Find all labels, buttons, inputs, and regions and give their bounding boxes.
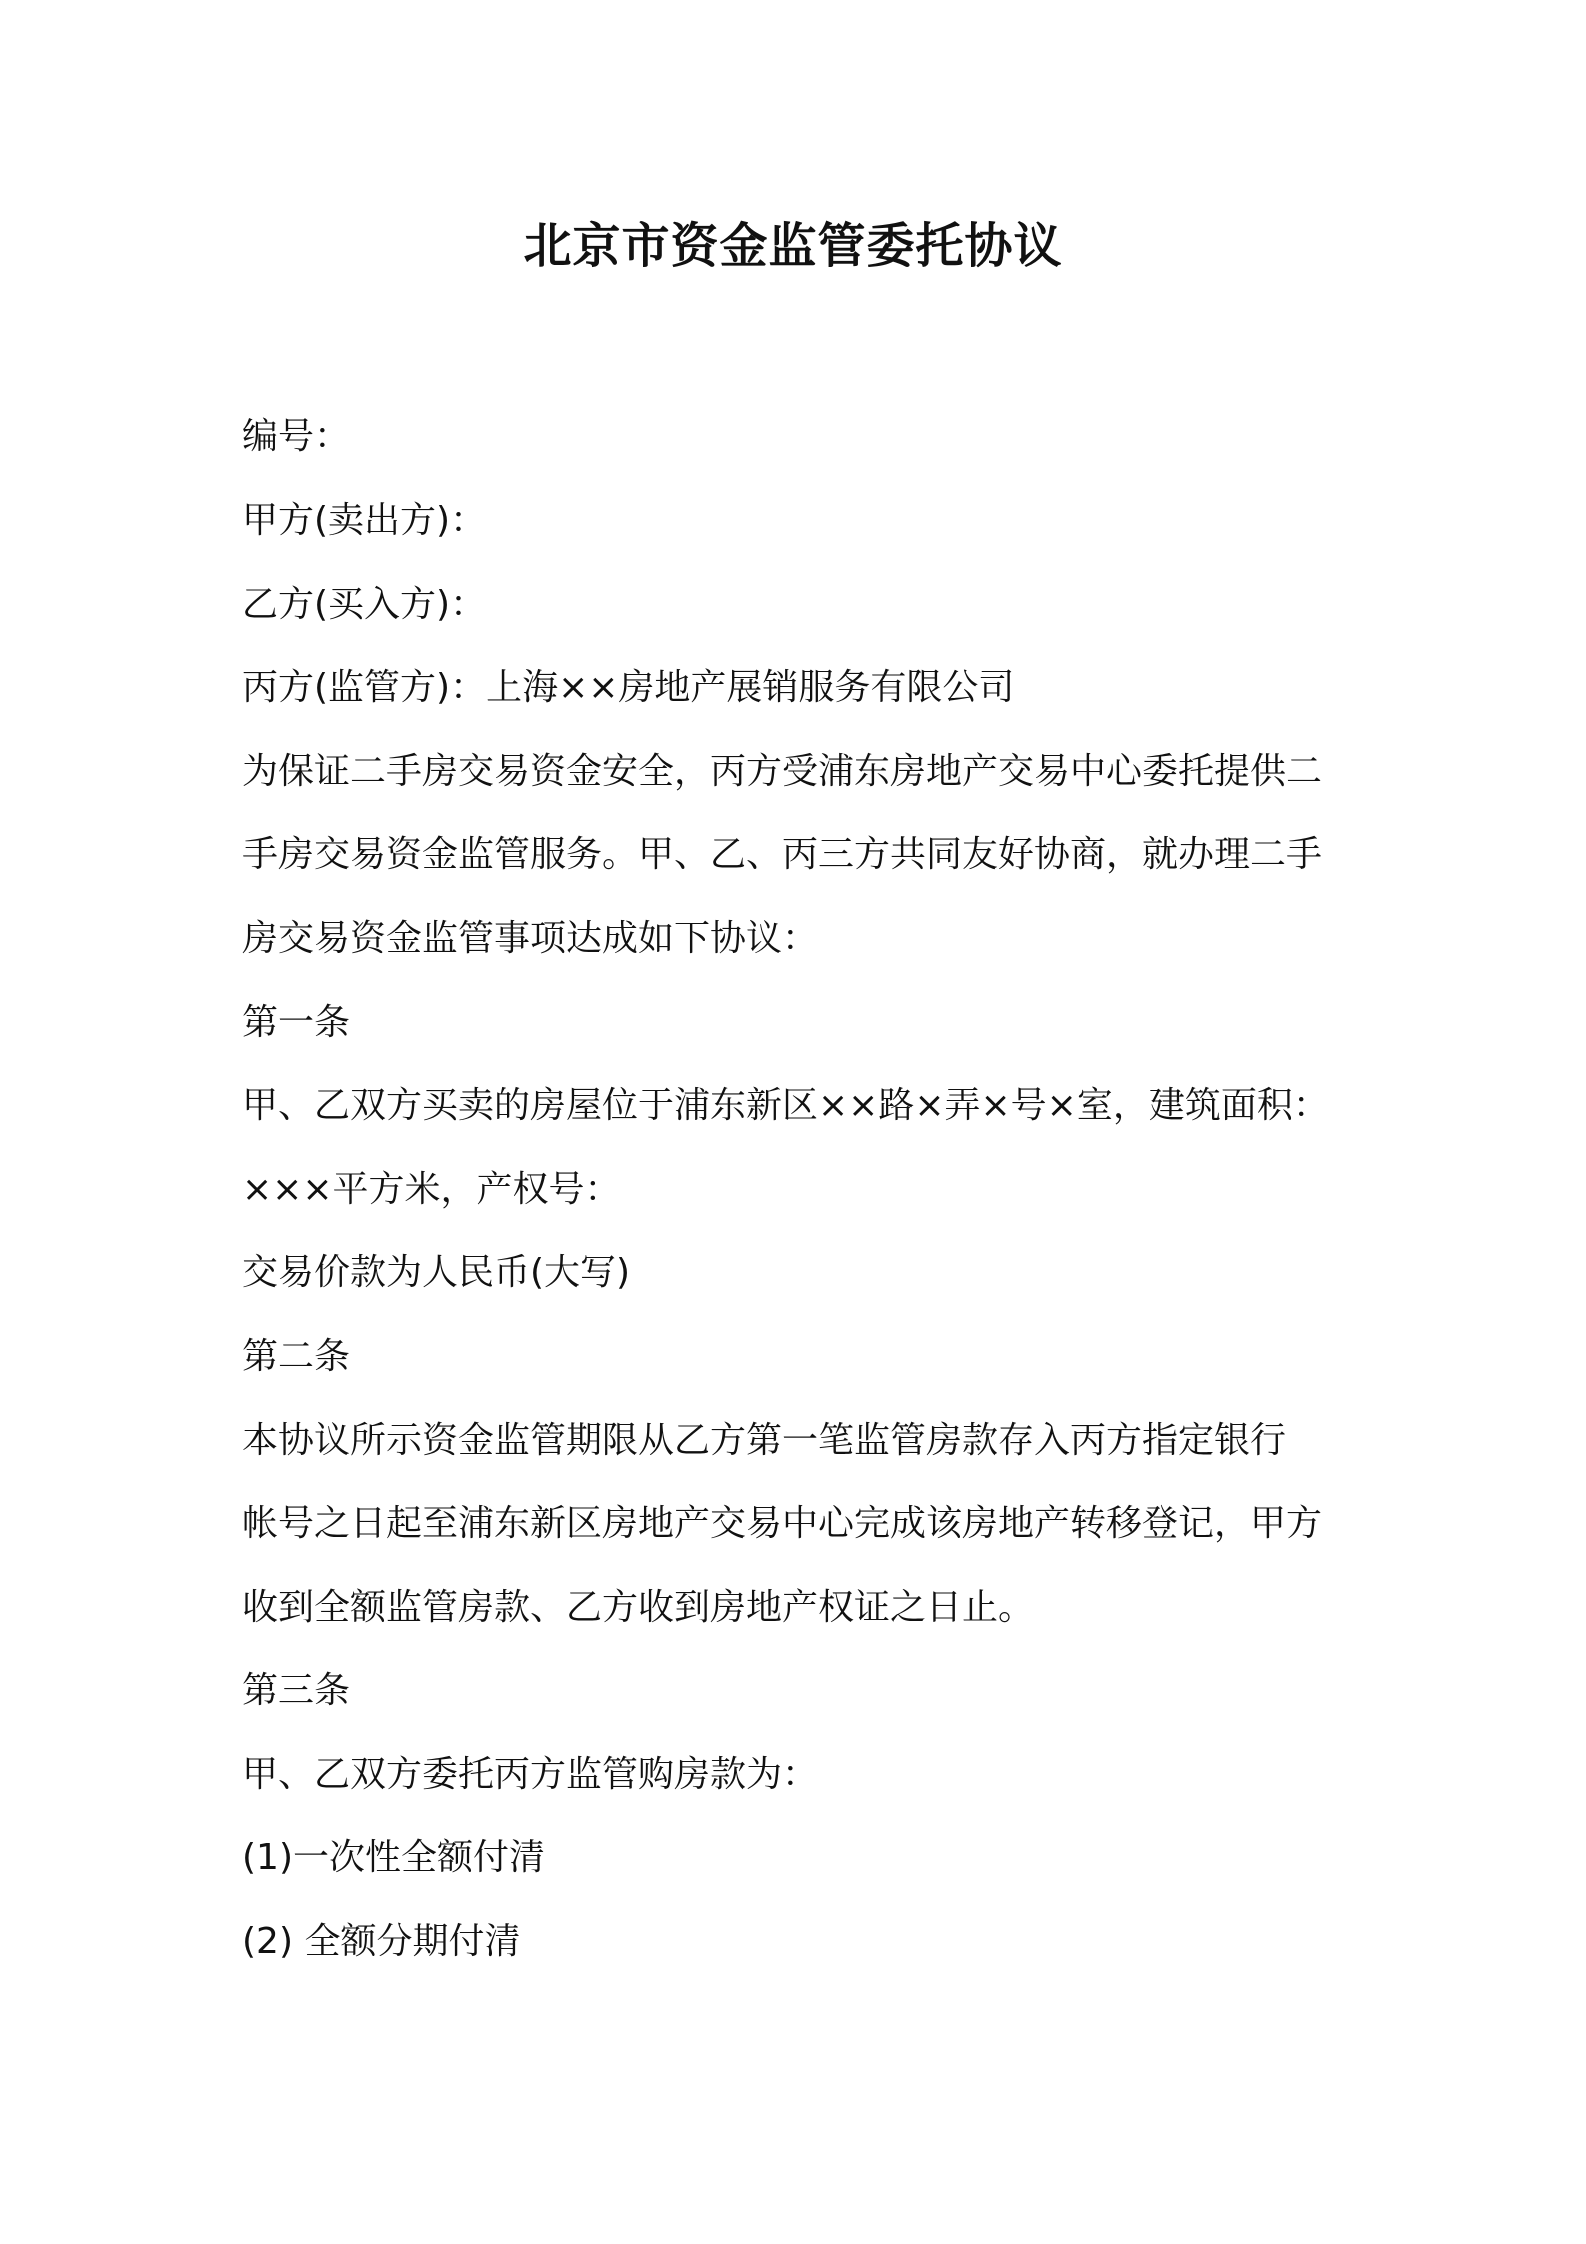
preamble-line-1: 为保证二手房交易资金安全，丙方受浦东房地产交易中心委托提供二	[242, 751, 1323, 792]
field-party-c-supervisor: 丙方(监管方)：上海××房地产展销服务有限公司	[242, 667, 1015, 708]
preamble-line-3: 房交易资金监管事项达成如下协议：	[242, 918, 819, 959]
article-1-heading: 第一条	[242, 1002, 351, 1043]
field-serial-number: 编号：	[242, 416, 351, 457]
article-3-option-2: (2) 全额分期付清	[242, 1921, 521, 1962]
article-2-heading: 第二条	[242, 1336, 351, 1377]
article-2-line-2: 帐号之日起至浦东新区房地产交易中心完成该房地产转移登记，甲方	[242, 1503, 1323, 1544]
article-2-line-3: 收到全额监管房款、乙方收到房地产权证之日止。	[242, 1587, 1035, 1628]
article-2-line-1: 本协议所示资金监管期限从乙方第一笔监管房款存入丙方指定银行	[242, 1420, 1287, 1461]
article-1-line-1: 甲、乙双方买卖的房屋位于浦东新区××路×弄×号×室，建筑面积：	[242, 1085, 1329, 1126]
field-party-b-buyer: 乙方(买入方)：	[242, 584, 487, 625]
preamble-line-2: 手房交易资金监管服务。甲、乙、丙三方共同友好协商，就办理二手	[242, 834, 1323, 875]
article-3-line-1: 甲、乙双方委托丙方监管购房款为：	[242, 1754, 819, 1795]
article-3-option-1: (1)一次性全额付清	[242, 1837, 545, 1878]
article-1-line-2: ×××平方米，产权号：	[242, 1169, 621, 1210]
article-1-line-3: 交易价款为人民币(大写)	[242, 1252, 631, 1293]
article-3-heading: 第三条	[242, 1670, 351, 1711]
field-party-a-seller: 甲方(卖出方)：	[242, 500, 487, 541]
document-title: 北京市资金监管委托协议	[523, 218, 1063, 274]
